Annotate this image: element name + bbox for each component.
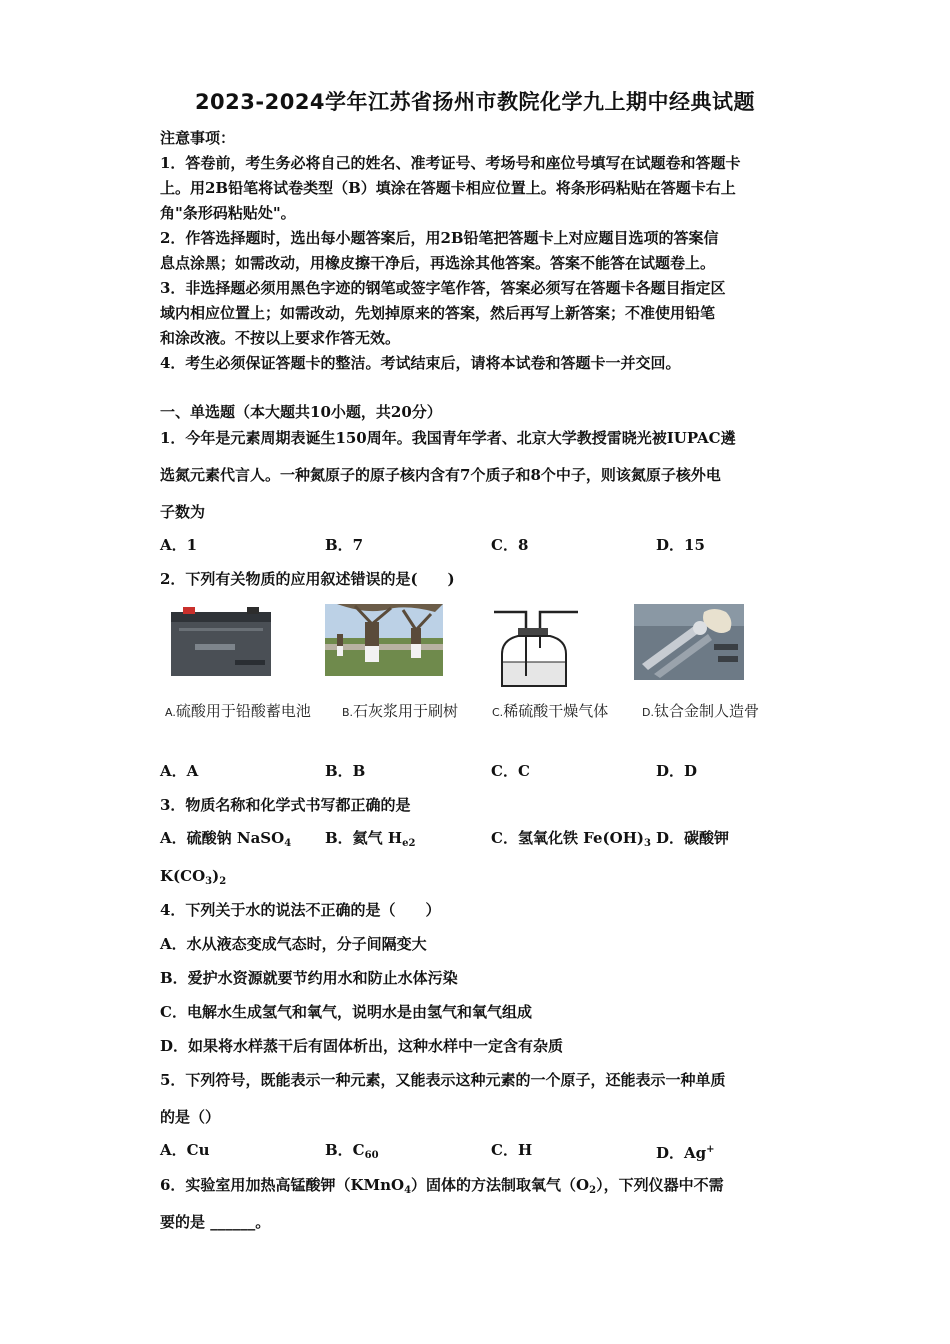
notice-line: 3．非选择题必须用黑色字迹的钢笔或签字笔作答，答案必须写在答题卡各题目指定区 <box>160 279 726 297</box>
q3-option-b: B．氦气 $H_{e2}$ <box>325 829 416 849</box>
q1-option-a: A．1 <box>160 536 198 554</box>
notice-line: 和涂改液。不按以上要求作答无效。 <box>160 329 401 347</box>
q5-stem-line: 5．下列符号，既能表示一种元素，又能表示这种元素的一个原子，还能表示一种单质 <box>160 1071 726 1089</box>
q1-option-c: C．8 <box>491 536 529 554</box>
q2-caption-c: C.稀硫酸干燥气体 <box>492 702 609 720</box>
q5-option-a: A．Cu <box>160 1141 210 1159</box>
notice-line: 息点涂黑；如需改动，用橡皮擦干净后，再选涂其他答案。答案不能答在试题卷上。 <box>160 254 716 272</box>
q4-option-d: D．如果将水样蒸干后有固体析出，这种水样中一定含有杂质 <box>160 1037 564 1055</box>
section-heading: 一、单选题（本大题共10小题，共20分） <box>160 403 442 421</box>
notice-heading: 注意事项： <box>160 129 236 147</box>
q3-option-a: A．硫酸钠 NaSO$_4$ <box>160 829 292 849</box>
battery-image <box>165 604 277 682</box>
page-title: 2023-2024学年江苏省扬州市教院化学九上期中经典试题 <box>194 90 756 114</box>
q5-option-c: C．H <box>491 1141 533 1159</box>
q4-option-c: C．电解水生成氢气和氧气，说明水是由氢气和氧气组成 <box>160 1003 532 1021</box>
notice-line: 2．作答选择题时，选出每小题答案后，用2B铅笔把答题卡上对应题目选项的答案信 <box>160 229 719 247</box>
q3-option-c: C．氢氧化铁 $Fe(OH)_3$ <box>491 829 651 849</box>
q3-option-d-formula: $K(CO_3)_2$ <box>160 867 227 887</box>
q1-option-b: B．7 <box>325 536 364 554</box>
notice-line: 上。用2B铅笔将试卷类型（B）填涂在答题卡相应位置上。将条形码粘贴在答题卡右上 <box>160 179 736 197</box>
q2-option-a: A．A <box>160 762 199 780</box>
q2-option-c: C．C <box>491 762 530 780</box>
q1-stem-line: 1．今年是元素周期表诞生150周年。我国青年学者、北京大学教授雷晓光被IUPAC遴 <box>160 429 736 447</box>
q2-caption-b: B.石灰浆用于刷树 <box>342 702 459 720</box>
q3-stem: 3．物质名称和化学式书写都正确的是 <box>160 796 411 814</box>
q6-stem-line: 6．实验室用加热高锰酸钾（KMnO$_4$）固体的方法制取氧气$(O_2)$，下列仪器中不需 <box>160 1176 724 1196</box>
notice-line: 域内相应位置上；如需改动，先划掉原来的答案，然后再写上新答案；不准使用铅笔 <box>160 304 716 322</box>
q4-option-a: A．水从液态变成气态时，分子间隔变大 <box>160 935 427 953</box>
gas-washing-bottle-image <box>488 604 583 690</box>
titanium-bone-image <box>634 604 744 680</box>
q1-stem-line: 子数为 <box>160 503 206 521</box>
q2-caption-a: A.硫酸用于铅酸蓄电池 <box>165 702 311 720</box>
q3-option-d: D．碳酸钾 <box>656 829 730 847</box>
q2-option-b: B．B <box>325 762 366 780</box>
q1-option-d: D．15 <box>656 536 705 554</box>
q5-stem-line: 的是（） <box>160 1108 221 1126</box>
q2-stem: 2．下列有关物质的应用叙述错误的是( ) <box>160 570 455 588</box>
q4-stem: 4．下列关于水的说法不正确的是（ ） <box>160 901 441 919</box>
q5-option-b: B．$C_{60}$ <box>325 1141 379 1161</box>
q5-option-d: D．Ag+ <box>656 1144 715 1162</box>
q6-stem-line: 要的是 ______。 <box>160 1213 271 1231</box>
q2-option-d: D．D <box>656 762 698 780</box>
q2-caption-d: D.钛合金制人造骨 <box>642 702 759 720</box>
q1-stem-line: 选氮元素代言人。一种氮原子的原子核内含有7个质子和8个中子，则该氮原子核外电 <box>160 466 721 484</box>
q4-option-b: B．爱护水资源就要节约用水和防止水体污染 <box>160 969 458 987</box>
whitewashed-trees-image <box>325 604 443 676</box>
notice-line: 角"条形码粘贴处"。 <box>160 204 296 222</box>
notice-line: 1．答卷前，考生务必将自己的姓名、准考证号、考场号和座位号填写在试题卷和答题卡 <box>160 154 741 172</box>
notice-line: 4．考生必须保证答题卡的整洁。考试结束后，请将本试卷和答题卡一并交回。 <box>160 354 681 372</box>
